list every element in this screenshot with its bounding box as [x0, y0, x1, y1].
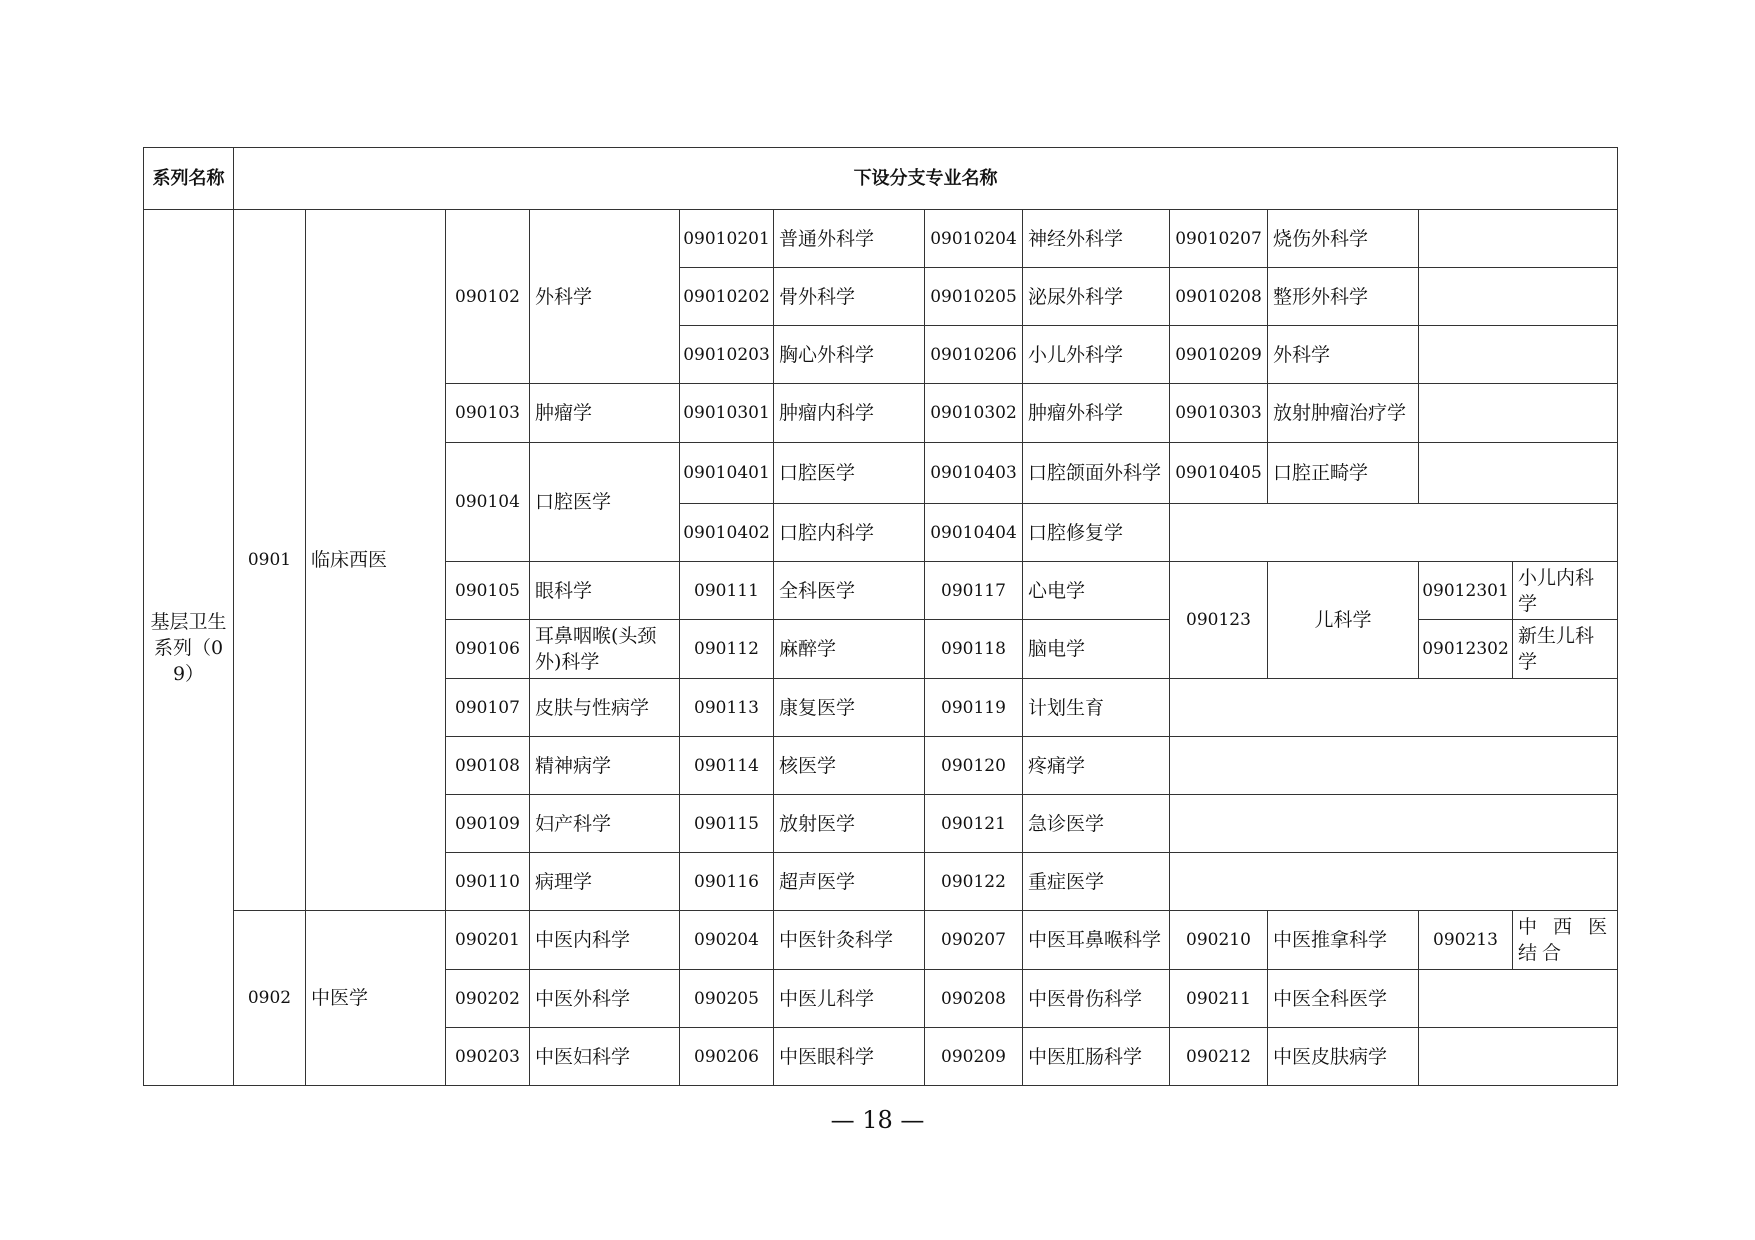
page-number: — 18 — [830, 1106, 925, 1134]
branch-name: 烧伤外科学 [1268, 210, 1419, 268]
specialty-name: 口腔医学 [530, 443, 680, 562]
branch-name: 泌尿外科学 [1023, 268, 1170, 326]
branch-name: 小儿外科学 [1023, 326, 1170, 384]
branch-name: 神经外科学 [1023, 210, 1170, 268]
table-row [144, 210, 1618, 268]
specialty-code: 090110 [446, 853, 530, 911]
branch-code: 09010405 [1170, 443, 1268, 504]
specialty-name: 中医全科医学 [1268, 970, 1419, 1028]
specialty-code: 090111 [680, 562, 774, 620]
specialty-name: 中医皮肤病学 [1268, 1028, 1419, 1086]
specialty-name: 肿瘤学 [530, 384, 680, 443]
specialty-code: 090113 [680, 679, 774, 737]
specialty-code: 090116 [680, 853, 774, 911]
branch-name: 普通外科学 [774, 210, 925, 268]
branch-name: 外科学 [1268, 326, 1419, 384]
specialty-code: 090213 [1419, 911, 1513, 970]
specialty-name: 中医针灸科学 [774, 911, 925, 970]
specialty-code: 090204 [680, 911, 774, 970]
specialty-name: 心电学 [1023, 562, 1170, 620]
specialty-name: 中医肛肠科学 [1023, 1028, 1170, 1086]
branch-code: 09010403 [925, 443, 1023, 504]
empty-cell [1170, 737, 1618, 795]
specialty-name: 中医推拿科学 [1268, 911, 1419, 970]
empty-cell [1170, 795, 1618, 853]
specialty-code: 090207 [925, 911, 1023, 970]
specialty-code: 090105 [446, 562, 530, 620]
branch-code: 09010401 [680, 443, 774, 504]
branch-code: 09010206 [925, 326, 1023, 384]
specialty-code: 090118 [925, 620, 1023, 679]
specialty-code: 090104 [446, 443, 530, 562]
branch-name: 口腔内科学 [774, 504, 925, 562]
header-row [144, 148, 1618, 210]
specialty-name: 中医耳鼻喉科学 [1023, 911, 1170, 970]
group-name: 中医学 [306, 911, 446, 1086]
specialty-name: 中医妇科学 [530, 1028, 680, 1086]
specialty-code: 090201 [446, 911, 530, 970]
specialty-code: 090120 [925, 737, 1023, 795]
series-name: 基层卫生系列（09） [144, 210, 234, 1086]
branch-code: 09010204 [925, 210, 1023, 268]
specialty-code: 090119 [925, 679, 1023, 737]
branch-name: 肿瘤内科学 [774, 384, 925, 443]
branch-code: 09010402 [680, 504, 774, 562]
branch-name: 口腔颌面外科学 [1023, 443, 1170, 504]
empty-cell [1419, 384, 1618, 443]
specialty-code: 090107 [446, 679, 530, 737]
branch-code: 09010202 [680, 268, 774, 326]
specialty-name: 康复医学 [774, 679, 925, 737]
branch-code: 09010303 [1170, 384, 1268, 443]
specialty-code: 090115 [680, 795, 774, 853]
branch-code: 09010301 [680, 384, 774, 443]
specialty-name: 麻醉学 [774, 620, 925, 679]
specialty-name: 超声医学 [774, 853, 925, 911]
specialty-code: 090109 [446, 795, 530, 853]
branch-header: 下设分支专业名称 [234, 148, 1618, 210]
specialty-name: 皮肤与性病学 [530, 679, 680, 737]
specialty-code: 090112 [680, 620, 774, 679]
specialty-code: 090211 [1170, 970, 1268, 1028]
specialty-name: 中医内科学 [530, 911, 680, 970]
specialty-name: 中医外科学 [530, 970, 680, 1028]
specialty-code: 090106 [446, 620, 530, 679]
specialty-name: 中医儿科学 [774, 970, 925, 1028]
branch-code: 09012302 [1419, 620, 1513, 679]
specialty-code: 090102 [446, 210, 530, 384]
specialty-name: 眼科学 [530, 562, 680, 620]
specialty-name: 计划生育 [1023, 679, 1170, 737]
specialty-name: 中医骨伤科学 [1023, 970, 1170, 1028]
specialty-code: 090205 [680, 970, 774, 1028]
empty-cell [1419, 970, 1618, 1028]
specialty-name: 脑电学 [1023, 620, 1170, 679]
specialty-name: 精神病学 [530, 737, 680, 795]
branch-code: 09010205 [925, 268, 1023, 326]
series-header: 系列名称 [144, 148, 234, 210]
empty-cell [1170, 853, 1618, 911]
branch-name: 骨外科学 [774, 268, 925, 326]
empty-cell [1419, 1028, 1618, 1086]
branch-code: 09010201 [680, 210, 774, 268]
specialty-name: 儿科学 [1268, 562, 1419, 679]
specialty-name: 中西医结合 [1513, 911, 1618, 970]
branch-name: 放射肿瘤治疗学 [1268, 384, 1419, 443]
group-code: 0902 [234, 911, 306, 1086]
specialty-name: 中医眼科学 [774, 1028, 925, 1086]
branch-name: 口腔修复学 [1023, 504, 1170, 562]
branch-code: 09010208 [1170, 268, 1268, 326]
specialty-code: 090121 [925, 795, 1023, 853]
group-code: 0901 [234, 210, 306, 911]
specialty-code: 090123 [1170, 562, 1268, 679]
specialty-name: 重症医学 [1023, 853, 1170, 911]
branch-code: 09012301 [1419, 562, 1513, 620]
branch-name: 小儿内科学 [1513, 562, 1618, 620]
specialty-name: 疼痛学 [1023, 737, 1170, 795]
specialty-name: 病理学 [530, 853, 680, 911]
specialty-name: 核医学 [774, 737, 925, 795]
specialty-code: 090210 [1170, 911, 1268, 970]
specialty-code: 090212 [1170, 1028, 1268, 1086]
branch-code: 09010209 [1170, 326, 1268, 384]
branch-code: 09010207 [1170, 210, 1268, 268]
specialty-name: 外科学 [530, 210, 680, 384]
empty-cell [1419, 443, 1618, 504]
empty-cell [1419, 210, 1618, 268]
specialty-code: 090108 [446, 737, 530, 795]
specialty-code: 090103 [446, 384, 530, 443]
specialty-code: 090209 [925, 1028, 1023, 1086]
specialty-code: 090206 [680, 1028, 774, 1086]
specialty-code: 090203 [446, 1028, 530, 1086]
empty-cell [1170, 679, 1618, 737]
empty-cell [1170, 504, 1618, 562]
specialty-name: 妇产科学 [530, 795, 680, 853]
specialty-name: 放射医学 [774, 795, 925, 853]
specialty-name: 耳鼻咽喉(头颈外)科学 [530, 620, 680, 679]
specialty-code: 090122 [925, 853, 1023, 911]
specialty-name: 全科医学 [774, 562, 925, 620]
branch-name: 口腔正畸学 [1268, 443, 1419, 504]
branch-name: 胸心外科学 [774, 326, 925, 384]
specialty-code: 090117 [925, 562, 1023, 620]
specialty-table [143, 147, 1618, 1086]
specialty-code: 090114 [680, 737, 774, 795]
specialty-code: 090202 [446, 970, 530, 1028]
table-row [144, 911, 1618, 970]
branch-code: 09010203 [680, 326, 774, 384]
empty-cell [1419, 326, 1618, 384]
branch-code: 09010404 [925, 504, 1023, 562]
branch-name: 口腔医学 [774, 443, 925, 504]
branch-name: 肿瘤外科学 [1023, 384, 1170, 443]
specialty-name: 急诊医学 [1023, 795, 1170, 853]
branch-name: 整形外科学 [1268, 268, 1419, 326]
branch-code: 09010302 [925, 384, 1023, 443]
branch-name: 新生儿科学 [1513, 620, 1618, 679]
empty-cell [1419, 268, 1618, 326]
group-name: 临床西医 [306, 210, 446, 911]
specialty-code: 090208 [925, 970, 1023, 1028]
